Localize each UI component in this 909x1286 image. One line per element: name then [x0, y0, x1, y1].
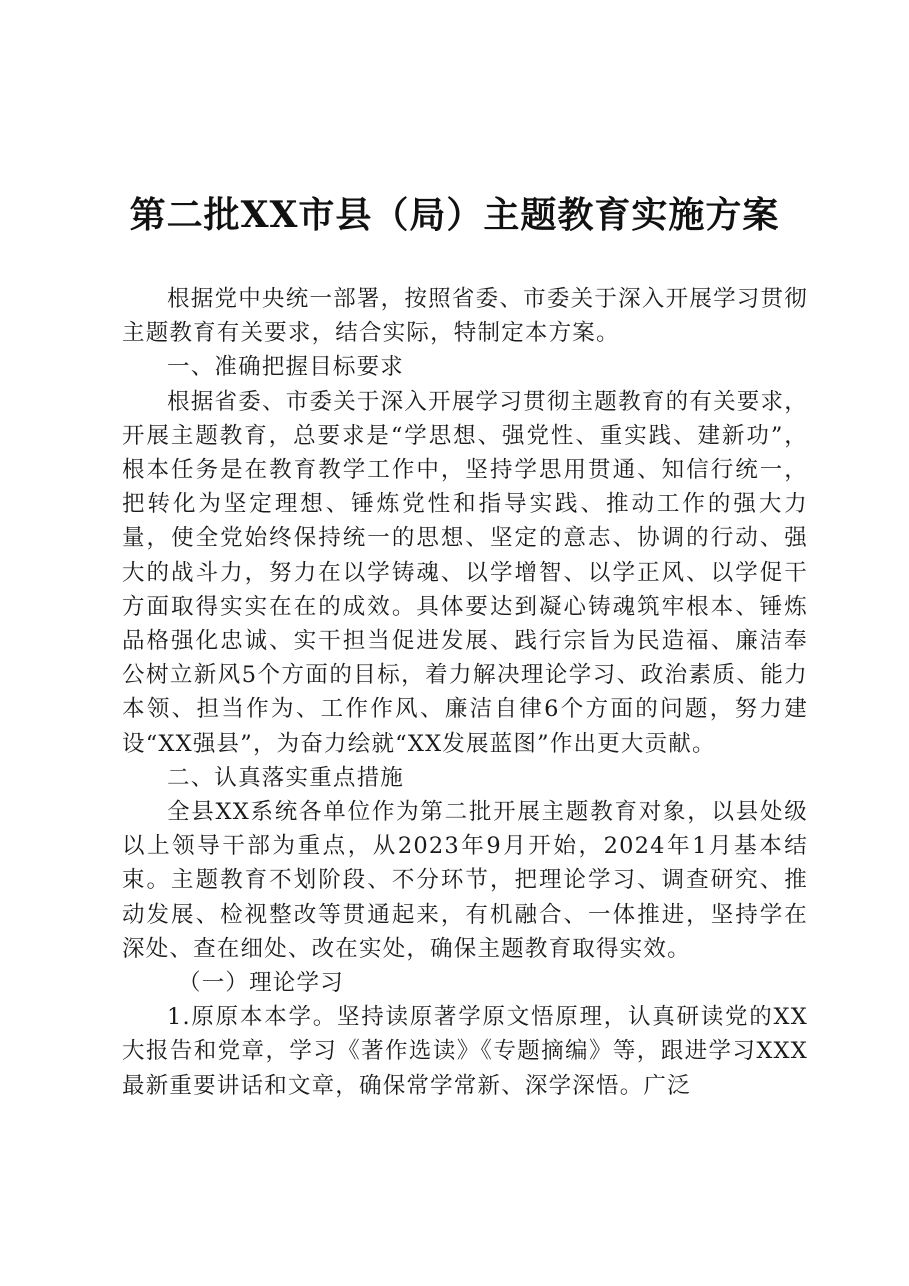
- document-title: 第二批XX市县（局）主题教育实施方案: [129, 194, 780, 236]
- theory-study-subheading: （一）理论学习: [178, 970, 344, 997]
- section-1-heading: 一、准确把握目标要求: [167, 354, 405, 381]
- intro-paragraph: 根据党中央统一部署，按照省委、市委关于深入开展学习贯彻主题教育有关要求，结合实际，特制定本方案。: [122, 286, 808, 347]
- section-2-heading: 二、认真落实重点措施: [167, 764, 405, 791]
- document-body: [122, 282, 808, 1103]
- section-2-paragraph: 全县XX系统各单位作为第二批开展主题教育对象，以县处级以上领导干部为重点，从2023年9月开始，2024年1月基本结束。主题教育不划阶段、不分环节，把理论学习、调查研究、推动发展、检视整改等贯通起来，有机融合、一体推进，坚持学在深处、查在细处、改在实处，确保主题教育取得实效。: [122, 799, 808, 962]
- section-1-paragraph: 根据省委、市委关于深入开展学习贯彻主题教育的有关要求，开展主题教育，总要求是“学思想、强党性、重实践、建新功”，根本任务是在教育教学工作中，坚持学思用贯通、知信行统一，把转化为坚定理想、锤炼党性和指导实践、推动工作的强大力量，使全党始终保持统一的思想、坚定的意志、协调的行动、强大的战斗力，努力在以学铸魂、以学增智、以学正风、以学促干方面取得实实在在的成效。具体要达到凝心铸魂筑牢根本、锤炼品格强化忠诚、实干担当促进发展、践行宗旨为民造福、廉洁奉公树立新风5个方面的目标，着力解决理论学习、政治素质、能力本领、担当作为、工作作风、廉洁自律6个方面的问题，努力建设“XX强县”，为奋力绘就“XX发展蓝图”作出更大贡献。: [122, 388, 808, 757]
- item-1-paragraph: 1.原原本本学。坚持读原著学原文悟原理，认真研读党的XX大报告和党章，学习《著作选读》《专题摘编》等，跟进学习XXX最新重要讲话和文章，确保常学常新、深学深悟。广泛: [122, 1004, 808, 1099]
